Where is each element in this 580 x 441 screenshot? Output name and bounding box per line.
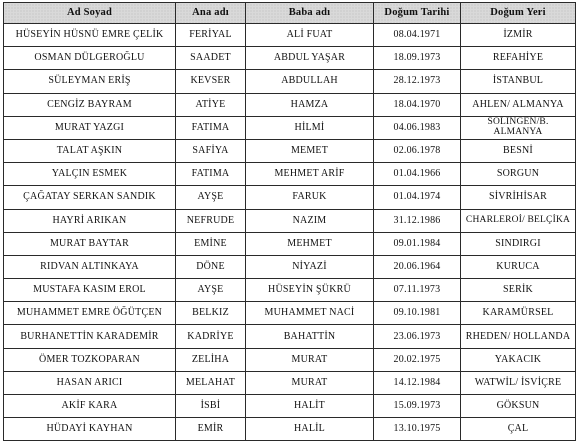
table-row	[4, 395, 576, 418]
birth-place-cell: BESNİ	[461, 139, 576, 162]
birth-date-cell: 08.04.1971	[374, 24, 461, 47]
father-name-cell: HÜSEYİN ŞÜKRÜ	[246, 279, 374, 302]
father-name-cell: MURAT	[246, 348, 374, 371]
birth-place-cell: RHEDEN/ HOLLANDA	[461, 325, 576, 348]
birth-date-cell: 23.06.1973	[374, 325, 461, 348]
table-row	[4, 116, 576, 139]
father-name-cell: MEMET	[246, 139, 374, 162]
birth-place-cell: GÖKSUN	[461, 395, 576, 418]
birth-place-cell: KARAMÜRSEL	[461, 302, 576, 325]
mother-name-cell: EMİR	[176, 418, 246, 441]
table-row	[4, 209, 576, 232]
birth-place-cell: İSTANBUL	[461, 70, 576, 93]
mother-name-cell: SAADET	[176, 47, 246, 70]
mother-name-cell: AYŞE	[176, 186, 246, 209]
birth-date-cell: 15.09.1973	[374, 395, 461, 418]
mother-name-cell: FATIMA	[176, 116, 246, 139]
mother-name-cell: DÖNE	[176, 255, 246, 278]
birth-date-cell: 20.06.1964	[374, 255, 461, 278]
full-name-cell: HAYRİ ARIKAN	[4, 209, 176, 232]
table-header	[4, 3, 576, 24]
birth-place-cell: SİVRİHİSAR	[461, 186, 576, 209]
birth-date-cell: 09.10.1981	[374, 302, 461, 325]
father-name-cell: HALİL	[246, 418, 374, 441]
table-row	[4, 163, 576, 186]
header-birth-place: Doğum Yeri	[461, 3, 576, 24]
mother-name-cell: KADRİYE	[176, 325, 246, 348]
mother-name-cell: ATİYE	[176, 93, 246, 116]
birth-date-cell: 13.10.1975	[374, 418, 461, 441]
table-row	[4, 371, 576, 394]
father-name-cell: BAHATTİN	[246, 325, 374, 348]
mother-name-cell: İSBİ	[176, 395, 246, 418]
table-row	[4, 24, 576, 47]
father-name-cell: MUHAMMET NACİ	[246, 302, 374, 325]
birth-date-cell: 14.12.1984	[374, 371, 461, 394]
father-name-cell: FARUK	[246, 186, 374, 209]
father-name-cell: MURAT	[246, 371, 374, 394]
birth-place-cell: WATWİL/ İSVİÇRE	[461, 371, 576, 394]
birth-date-cell: 01.04.1966	[374, 163, 461, 186]
full-name-cell: AKİF KARA	[4, 395, 176, 418]
full-name-cell: YALÇIN ESMEK	[4, 163, 176, 186]
full-name-cell: SÜLEYMAN ERİŞ	[4, 70, 176, 93]
father-name-cell: ABDUL YAŞAR	[246, 47, 374, 70]
birth-date-cell: 31.12.1986	[374, 209, 461, 232]
birth-place-cell: SORGUN	[461, 163, 576, 186]
full-name-cell: MUHAMMET EMRE ÖĞÜTÇEN	[4, 302, 176, 325]
table-row	[4, 325, 576, 348]
mother-name-cell: MELAHAT	[176, 371, 246, 394]
header-row	[4, 3, 576, 24]
mother-name-cell: AYŞE	[176, 279, 246, 302]
birth-date-cell: 28.12.1973	[374, 70, 461, 93]
birth-place-cell: İZMİR	[461, 24, 576, 47]
full-name-cell: HASAN ARICI	[4, 371, 176, 394]
mother-name-cell: NEFRUDE	[176, 209, 246, 232]
full-name-cell: OSMAN DÜLGEROĞLU	[4, 47, 176, 70]
birth-date-cell: 20.02.1975	[374, 348, 461, 371]
full-name-cell: RIDVAN ALTINKAYA	[4, 255, 176, 278]
father-name-cell: ALİ FUAT	[246, 24, 374, 47]
table-row	[4, 279, 576, 302]
father-name-cell: ABDULLAH	[246, 70, 374, 93]
table-row	[4, 348, 576, 371]
father-name-cell: HALİT	[246, 395, 374, 418]
table-row	[4, 139, 576, 162]
header-mother-name: Ana adı	[176, 3, 246, 24]
birth-place-cell: KURUCA	[461, 255, 576, 278]
header-birth-date: Doğum Tarihi	[374, 3, 461, 24]
mother-name-cell: KEVSER	[176, 70, 246, 93]
birth-place-cell: SERİK	[461, 279, 576, 302]
full-name-cell: BURHANETTİN KARADEMİR	[4, 325, 176, 348]
table-row	[4, 70, 576, 93]
father-name-cell: MEHMET	[246, 232, 374, 255]
birth-date-cell: 18.09.1973	[374, 47, 461, 70]
person-records-table	[3, 2, 576, 441]
father-name-cell: HİLMİ	[246, 116, 374, 139]
table-body	[4, 24, 576, 441]
birth-place-cell: ÇAL	[461, 418, 576, 441]
mother-name-cell: BELKIZ	[176, 302, 246, 325]
father-name-cell: MEHMET ARİF	[246, 163, 374, 186]
birth-place-cell: YAKACIK	[461, 348, 576, 371]
birth-place-cell: CHARLEROİ/ BELÇİKA	[461, 209, 576, 232]
birth-date-cell: 04.06.1983	[374, 116, 461, 139]
mother-name-cell: EMİNE	[176, 232, 246, 255]
birth-place-cell: REFAHİYE	[461, 47, 576, 70]
birth-place-cell: SINDIRGI	[461, 232, 576, 255]
mother-name-cell: ZELİHA	[176, 348, 246, 371]
header-father-name: Baba adı	[246, 3, 374, 24]
full-name-cell: TALAT AŞKIN	[4, 139, 176, 162]
birth-date-cell: 07.11.1973	[374, 279, 461, 302]
birth-place-cell: AHLEN/ ALMANYA	[461, 93, 576, 116]
mother-name-cell: FERİYAL	[176, 24, 246, 47]
full-name-cell: ÇAĞATAY SERKAN SANDIK	[4, 186, 176, 209]
mother-name-cell: SAFİYA	[176, 139, 246, 162]
full-name-cell: HÜDAYİ KAYHAN	[4, 418, 176, 441]
birth-date-cell: 18.04.1970	[374, 93, 461, 116]
table-row	[4, 418, 576, 441]
full-name-cell: MURAT YAZGI	[4, 116, 176, 139]
table-row	[4, 232, 576, 255]
full-name-cell: CENGİZ BAYRAM	[4, 93, 176, 116]
full-name-cell: MUSTAFA KASIM EROL	[4, 279, 176, 302]
full-name-cell: MURAT BAYTAR	[4, 232, 176, 255]
full-name-cell: ÖMER TOZKOPARAN	[4, 348, 176, 371]
table-row	[4, 302, 576, 325]
mother-name-cell: FATIMA	[176, 163, 246, 186]
birth-date-cell: 09.01.1984	[374, 232, 461, 255]
father-name-cell: HAMZA	[246, 93, 374, 116]
table-row	[4, 47, 576, 70]
father-name-cell: NAZIM	[246, 209, 374, 232]
table-row	[4, 186, 576, 209]
birth-place-cell: SOLİNGEN/B. ALMANYA	[461, 116, 576, 139]
table-row	[4, 255, 576, 278]
birth-date-cell: 02.06.1978	[374, 139, 461, 162]
table-row	[4, 93, 576, 116]
father-name-cell: NİYAZİ	[246, 255, 374, 278]
full-name-cell: HÜSEYİN HÜSNÜ EMRE ÇELİK	[4, 24, 176, 47]
header-full-name: Ad Soyad	[4, 3, 176, 24]
birth-date-cell: 01.04.1974	[374, 186, 461, 209]
